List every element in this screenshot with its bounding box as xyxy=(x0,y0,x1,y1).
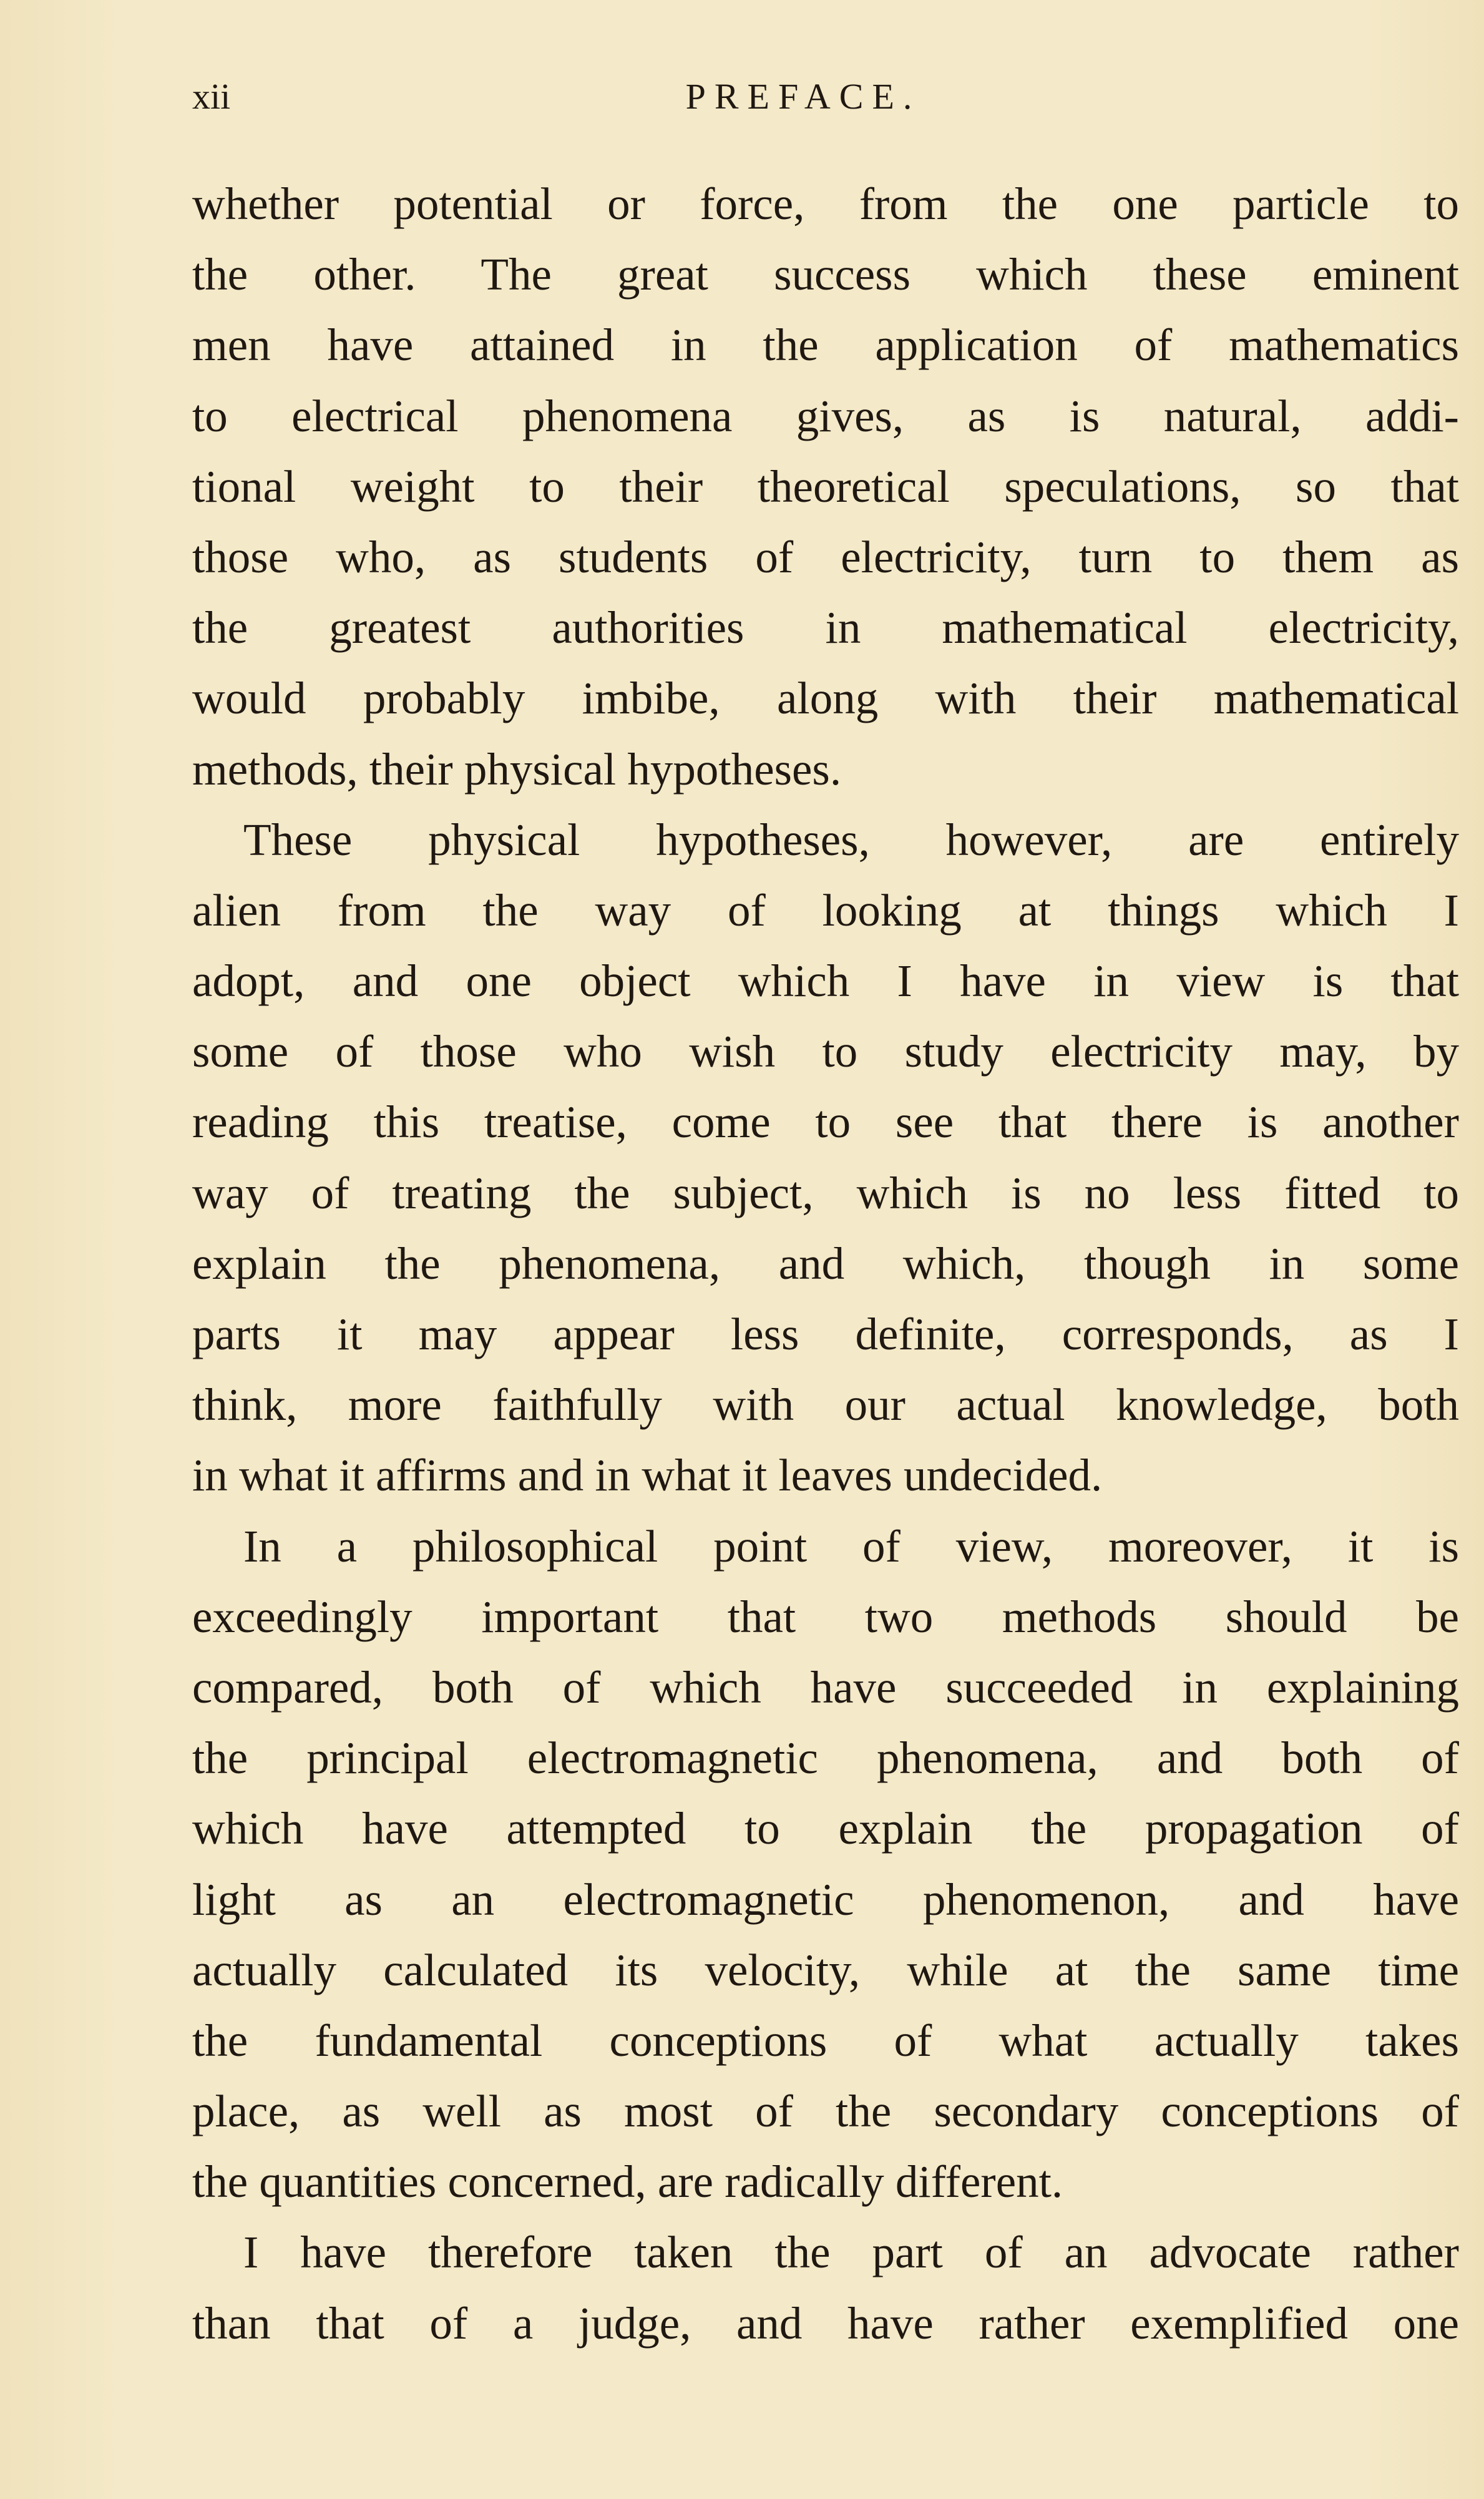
text-line: to electrical phenomena gives, as is natural, addi- xyxy=(192,390,1459,441)
text-line: way of treating the subject, which is no less fitted to xyxy=(192,1167,1459,1218)
paragraph-3 xyxy=(192,1511,1459,2218)
paragraph-4 xyxy=(192,2217,1459,2358)
text-line: whether potential or force, from the one particle to xyxy=(192,178,1459,229)
text-line: adopt, and one object which I have in view is that xyxy=(192,956,1459,1007)
text-line: men have attained in the application of mathematics xyxy=(192,320,1459,371)
text-line: light as an electromagnetic phenomenon, and have xyxy=(192,1874,1459,1925)
text-line: reading this treatise, come to see that there is another xyxy=(192,1097,1459,1148)
running-head xyxy=(192,69,1414,125)
text-line: the other. The great success which these eminent xyxy=(192,249,1459,300)
running-title: PREFACE. xyxy=(685,76,921,117)
text-line: In a philosophical point of view, moreover, it is xyxy=(243,1520,1459,1572)
paragraph-1 xyxy=(192,169,1459,804)
text-line: the greatest authorities in mathematical electricity, xyxy=(192,602,1459,653)
text-line: in what it affirms and in what it leaves undecided. xyxy=(192,1450,1103,1501)
text-line: I have therefore taken the part of an advocate rather xyxy=(243,2227,1459,2278)
text-line: methods, their physical hypotheses. xyxy=(192,743,842,795)
text-line: place, as well as most of the secondary conceptions of xyxy=(192,2086,1459,2137)
text-line: tional weight to their theoretical speculations, so that xyxy=(192,461,1459,512)
text-line: which have attempted to explain the propagation of xyxy=(192,1803,1459,1854)
text-line: compared, both of which have succeeded in explaining xyxy=(192,1661,1459,1713)
text-line: alien from the way of looking at things which I xyxy=(192,884,1459,936)
body-text xyxy=(192,169,1459,2359)
text-line: than that of a judge, and have rather exemplified one xyxy=(192,2297,1459,2349)
text-line: explain the phenomena, and which, though in some xyxy=(192,1238,1459,1289)
text-line: those who, as students of electricity, turn to them as xyxy=(192,531,1459,582)
text-line: the principal electromagnetic phenomena, and both of xyxy=(192,1733,1459,1784)
text-line: the fundamental conceptions of what actually takes xyxy=(192,2015,1459,2066)
text-line: parts it may appear less definite, corresponds, as I xyxy=(192,1309,1459,1359)
text-line: actually calculated its velocity, while at the same time xyxy=(192,1944,1459,1995)
text-line: some of those who wish to study electricity may, by xyxy=(192,1026,1459,1077)
text-line: These physical hypotheses, however, are entirely xyxy=(243,814,1459,865)
page-number: xii xyxy=(192,76,231,117)
paragraph-2 xyxy=(192,804,1459,1511)
text-line: think, more faithfully with our actual knowledge, both xyxy=(192,1379,1459,1430)
text-line: the quantities concerned, are radically different. xyxy=(192,2156,1063,2208)
text-line: exceedingly important that two methods should be xyxy=(192,1591,1459,1642)
text-line: would probably imbibe, along with their mathematical xyxy=(192,673,1459,724)
